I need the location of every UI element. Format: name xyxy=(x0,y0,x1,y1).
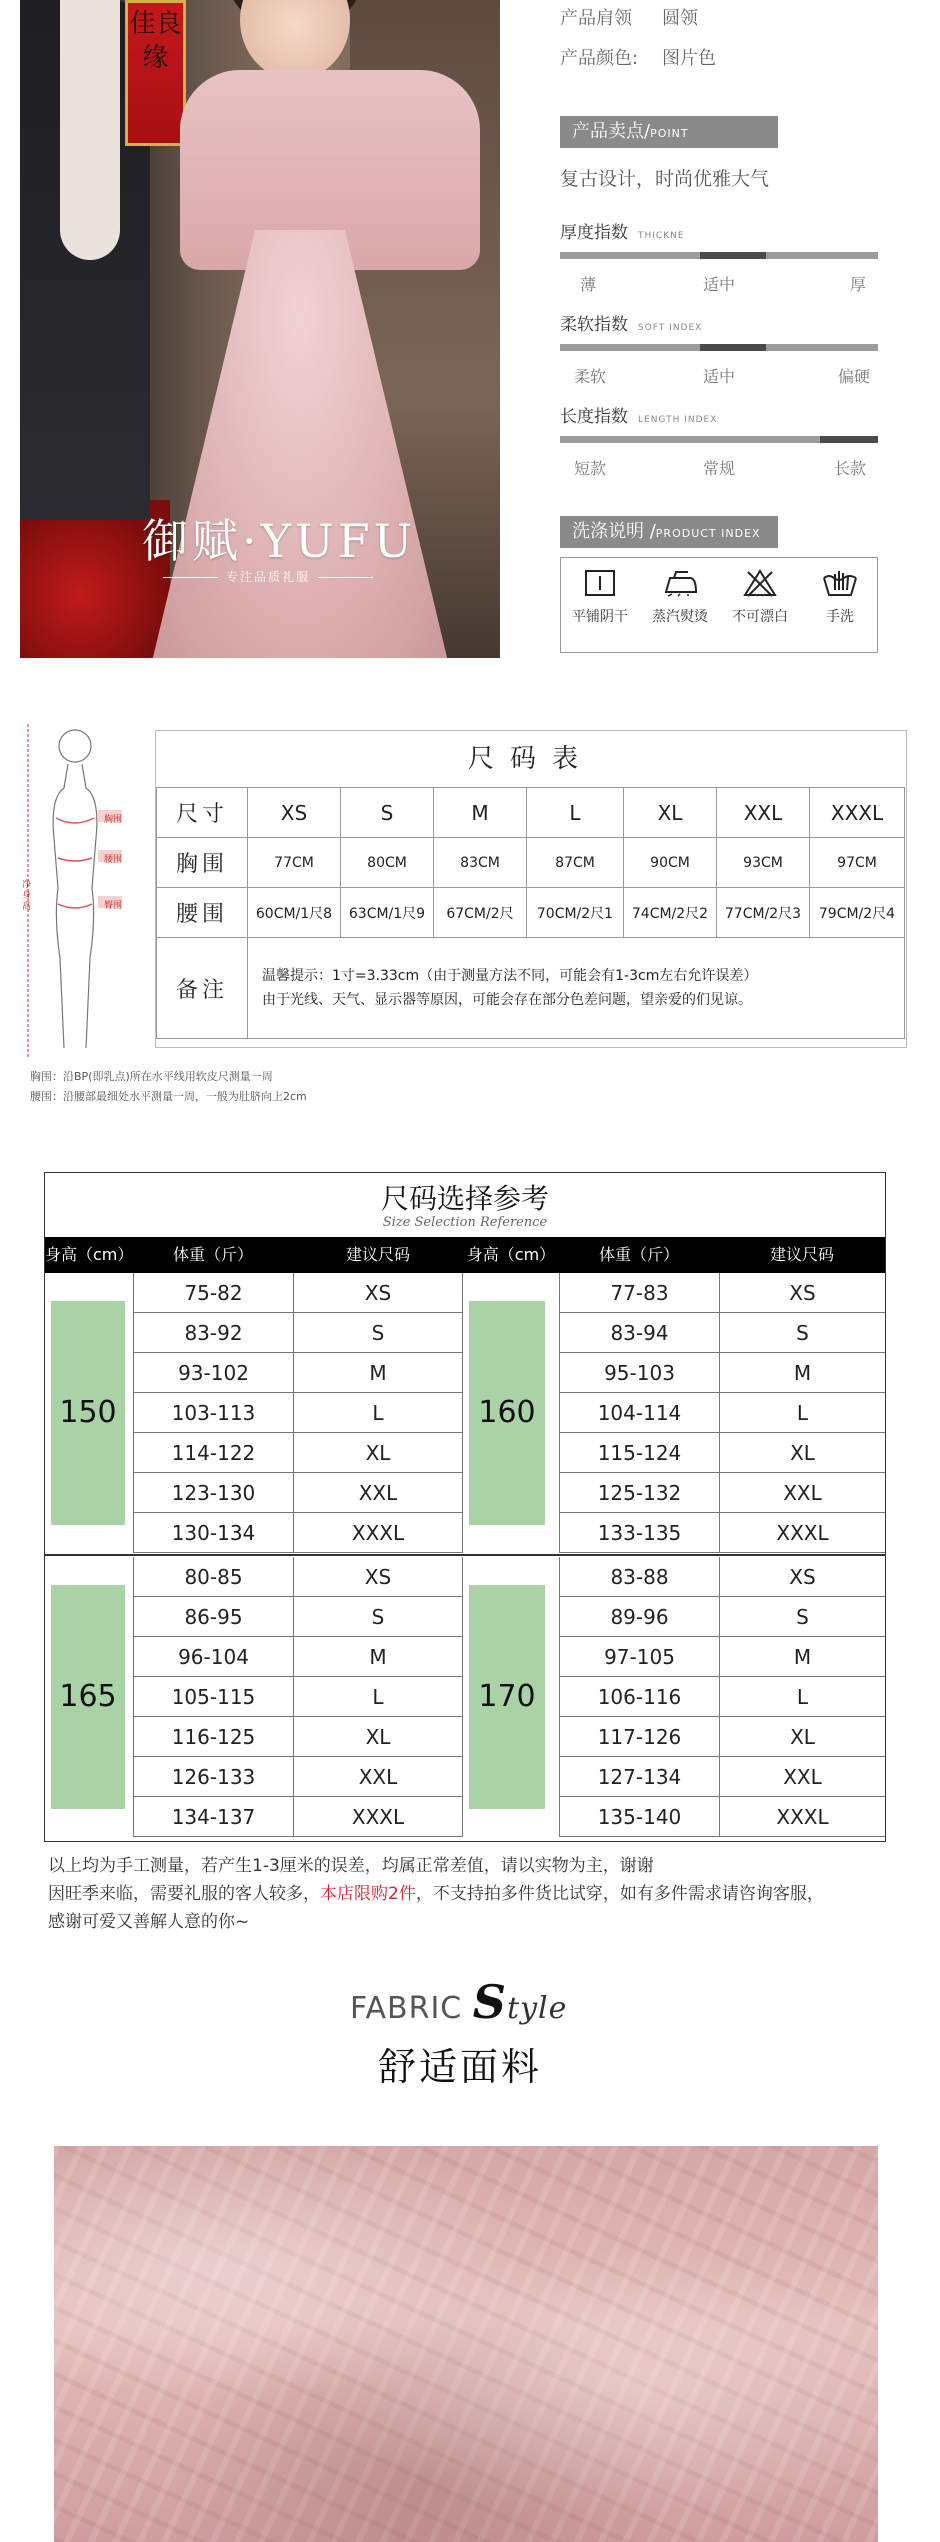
attr-collar: 产品肩领 圆领 xyxy=(560,8,698,29)
suggested-size-cell: S xyxy=(293,1597,463,1637)
wash-item-hand-wash: 手洗 xyxy=(801,568,879,626)
weight-range-cell: 133-135 xyxy=(559,1513,719,1553)
remark-line-1: 温馨提示：1寸=3.33cm（由于测量方法不同，可能会有1-3cm左右允许误差） xyxy=(262,968,758,984)
softness-index-title: 柔软指数 SOFT INDEX xyxy=(560,315,703,335)
selection-row xyxy=(45,1313,885,1353)
figure-note-chest: 胸围：沿BP(即乳点)所在水平线用软皮尺测量一周 xyxy=(30,1070,273,1083)
suggested-size-cell: S xyxy=(719,1597,885,1637)
weight-range-cell: 115-124 xyxy=(559,1433,719,1473)
suggested-size-cell: XXXL xyxy=(719,1797,885,1837)
weight-range-cell: 117-126 xyxy=(559,1717,719,1757)
selection-row xyxy=(45,1677,885,1717)
wash-item-steam-iron: 蒸汽熨烫 xyxy=(641,568,719,626)
weight-range-cell: 96-104 xyxy=(133,1637,293,1677)
weight-range-cell: 103-113 xyxy=(133,1393,293,1433)
suggested-size-cell: S xyxy=(293,1313,463,1353)
size-chest-row: 胸围 77CM 80CM 83CM 87CM 90CM 93CM 97CM xyxy=(157,838,905,888)
suggested-size-cell: L xyxy=(293,1393,463,1433)
weight-range-cell: 104-114 xyxy=(559,1393,719,1433)
length-index-title: 长度指数 LENGTH INDEX xyxy=(560,407,718,427)
suggested-size-cell: L xyxy=(719,1677,885,1717)
hand-wash-icon xyxy=(821,568,859,598)
weight-range-cell: 95-103 xyxy=(559,1353,719,1393)
weight-range-cell: 114-122 xyxy=(133,1433,293,1473)
size-table-title: 尺码表 xyxy=(467,744,594,774)
weight-range-cell: 89-96 xyxy=(559,1597,719,1637)
length-index-bar xyxy=(560,436,878,443)
suggested-size-cell: XXXL xyxy=(293,1797,463,1837)
selection-note-2: 因旺季来临，需要礼服的客人较多，本店限购2件，不支持拍多件货比试穿，如有多件需求请咨询客服， xyxy=(48,1884,824,1904)
figure-label-waist: 腰围 xyxy=(104,855,123,865)
fabric-closeup-photo xyxy=(54,2146,878,2542)
weight-range-cell: 86-95 xyxy=(133,1597,293,1637)
size-remark-row: 备注 温馨提示：1寸=3.33cm（由于测量方法不同，可能会有1-3cm左右允许误差） 由于光线、天气、显示器等原因，可能会存在部分色差问题，望亲爱的们见谅。 xyxy=(157,938,905,1039)
softness-index-bar xyxy=(560,344,878,351)
selection-row xyxy=(45,1393,885,1433)
selection-row xyxy=(45,1473,885,1513)
wash-banner: 洗涤说明 /PRODUCT INDEX xyxy=(560,516,778,548)
weight-range-cell: 83-94 xyxy=(559,1313,719,1353)
wash-item-flat-dry: 平铺阴干 xyxy=(561,568,639,626)
height-block-150: 150 xyxy=(51,1301,125,1525)
fabric-style-heading: FABRIC Style xyxy=(350,1975,568,2029)
selection-title: 尺码选择参考 xyxy=(380,1182,549,1215)
figure-label-chest: 胸围 xyxy=(104,815,123,825)
weight-range-cell: 83-92 xyxy=(133,1313,293,1353)
suggested-size-cell: M xyxy=(719,1353,885,1393)
size-table-grid xyxy=(156,787,905,1039)
weight-range-cell: 93-102 xyxy=(133,1353,293,1393)
size-table xyxy=(155,730,907,1048)
selection-grid xyxy=(45,1273,885,1841)
purchase-limit-text: 本店限购2件 xyxy=(320,1884,416,1904)
no-bleach-icon xyxy=(742,568,778,598)
weight-range-cell: 97-105 xyxy=(559,1637,719,1677)
suggested-size-cell: XS xyxy=(719,1557,885,1597)
selling-point-text: 复古设计，时尚优雅大气 xyxy=(560,168,770,190)
selection-row xyxy=(45,1757,885,1797)
selection-row xyxy=(45,1273,885,1313)
weight-range-cell: 116-125 xyxy=(133,1717,293,1757)
selection-row xyxy=(45,1637,885,1677)
weight-range-cell: 126-133 xyxy=(133,1757,293,1797)
height-block-170: 170 xyxy=(469,1585,545,1809)
suggested-size-cell: XXL xyxy=(293,1757,463,1797)
height-block-160: 160 xyxy=(469,1301,545,1525)
suggested-size-cell: M xyxy=(719,1637,885,1677)
fabric-title: 舒适面料 xyxy=(378,2045,543,2089)
suggested-size-cell: M xyxy=(293,1353,463,1393)
height-block-165: 165 xyxy=(51,1585,125,1809)
product-photo xyxy=(20,0,500,658)
weight-range-cell: 123-130 xyxy=(133,1473,293,1513)
suggested-size-cell: XXL xyxy=(719,1757,885,1797)
group-divider xyxy=(45,1554,885,1556)
selection-row xyxy=(45,1353,885,1393)
suggested-size-cell: S xyxy=(719,1313,885,1353)
suggested-size-cell: XXL xyxy=(293,1473,463,1513)
size-waist-row: 腰围 60CM/1尺8 63CM/1尺9 67CM/2尺 70CM/2尺1 74CM/2尺2 77CM/2尺3 79CM/2尺4 xyxy=(157,888,905,938)
weight-range-cell: 75-82 xyxy=(133,1273,293,1313)
couplet-scroll xyxy=(125,0,186,146)
selection-row xyxy=(45,1513,885,1553)
figure-note-waist: 腰围：沿腰部最细处水平测量一周，一般为肚脐向上2cm xyxy=(30,1090,307,1103)
suggested-size-cell: XL xyxy=(293,1717,463,1757)
selection-row xyxy=(45,1797,885,1837)
suggested-size-cell: L xyxy=(719,1393,885,1433)
selection-header: 身高（cm） 体重（斤） 建议尺码 身高（cm） 体重（斤） 建议尺码 xyxy=(45,1237,885,1273)
selection-note-1: 以上均为手工测量，若产生1-3厘米的误差，均属正常差值，请以实物为主，谢谢 xyxy=(48,1856,654,1876)
model-face xyxy=(240,0,350,80)
size-selection-reference xyxy=(44,1172,886,1842)
selling-point-banner: 产品卖点/POINT xyxy=(560,116,778,148)
suggested-size-cell: XXXL xyxy=(293,1513,463,1553)
suggested-size-cell: XXL xyxy=(719,1473,885,1513)
couplet-text: 佳良缘 xyxy=(129,9,182,73)
weight-range-cell: 80-85 xyxy=(133,1557,293,1597)
weight-range-cell: 106-116 xyxy=(559,1677,719,1717)
suggested-size-cell: XL xyxy=(719,1433,885,1473)
weight-range-cell: 127-134 xyxy=(559,1757,719,1797)
figure-label-hip: 臀围 xyxy=(104,901,123,911)
steam-iron-icon xyxy=(660,568,700,598)
suggested-size-cell: M xyxy=(293,1637,463,1677)
suggested-size-cell: XXXL xyxy=(719,1513,885,1553)
weight-range-cell: 125-132 xyxy=(559,1473,719,1513)
selection-row xyxy=(45,1557,885,1597)
suggested-size-cell: XS xyxy=(293,1273,463,1313)
selection-note-3: 感谢可爱又善解人意的你~ xyxy=(48,1912,250,1932)
thickness-index-title: 厚度指数 THICKNE xyxy=(560,223,685,243)
selection-row xyxy=(45,1717,885,1757)
wash-item-no-bleach: 不可漂白 xyxy=(721,568,799,626)
suggested-size-cell: XS xyxy=(719,1273,885,1313)
weight-range-cell: 130-134 xyxy=(133,1513,293,1553)
suggested-size-cell: XS xyxy=(293,1557,463,1597)
body-figure-illustration xyxy=(20,718,130,1062)
brand-logo: 御赋·YUFU xyxy=(142,514,417,568)
selection-row xyxy=(45,1597,885,1637)
thickness-index-bar xyxy=(560,252,878,259)
wash-instructions xyxy=(560,557,878,653)
selection-row xyxy=(45,1433,885,1473)
weight-range-cell: 105-115 xyxy=(133,1677,293,1717)
weight-range-cell: 134-137 xyxy=(133,1797,293,1837)
suggested-size-cell: XL xyxy=(719,1717,885,1757)
weight-range-cell: 77-83 xyxy=(559,1273,719,1313)
brand-tagline: 专注品质礼服 xyxy=(155,568,381,585)
suggested-size-cell: L xyxy=(293,1677,463,1717)
size-header-row: 尺寸 XS S M L XL XXL XXXL xyxy=(157,788,905,838)
weight-range-cell: 83-88 xyxy=(559,1557,719,1597)
figure-label-height: 净身高 xyxy=(22,880,32,912)
weight-range-cell: 135-140 xyxy=(559,1797,719,1837)
suggested-size-cell: XL xyxy=(293,1433,463,1473)
selection-subtitle: Size Selection Reference xyxy=(382,1215,548,1230)
flat-dry-icon xyxy=(583,568,617,598)
remark-line-2: 由于光线、天气、显示器等原因，可能会存在部分色差问题，望亲爱的们见谅。 xyxy=(262,992,752,1008)
attr-color: 产品颜色: 图片色 xyxy=(560,48,716,69)
